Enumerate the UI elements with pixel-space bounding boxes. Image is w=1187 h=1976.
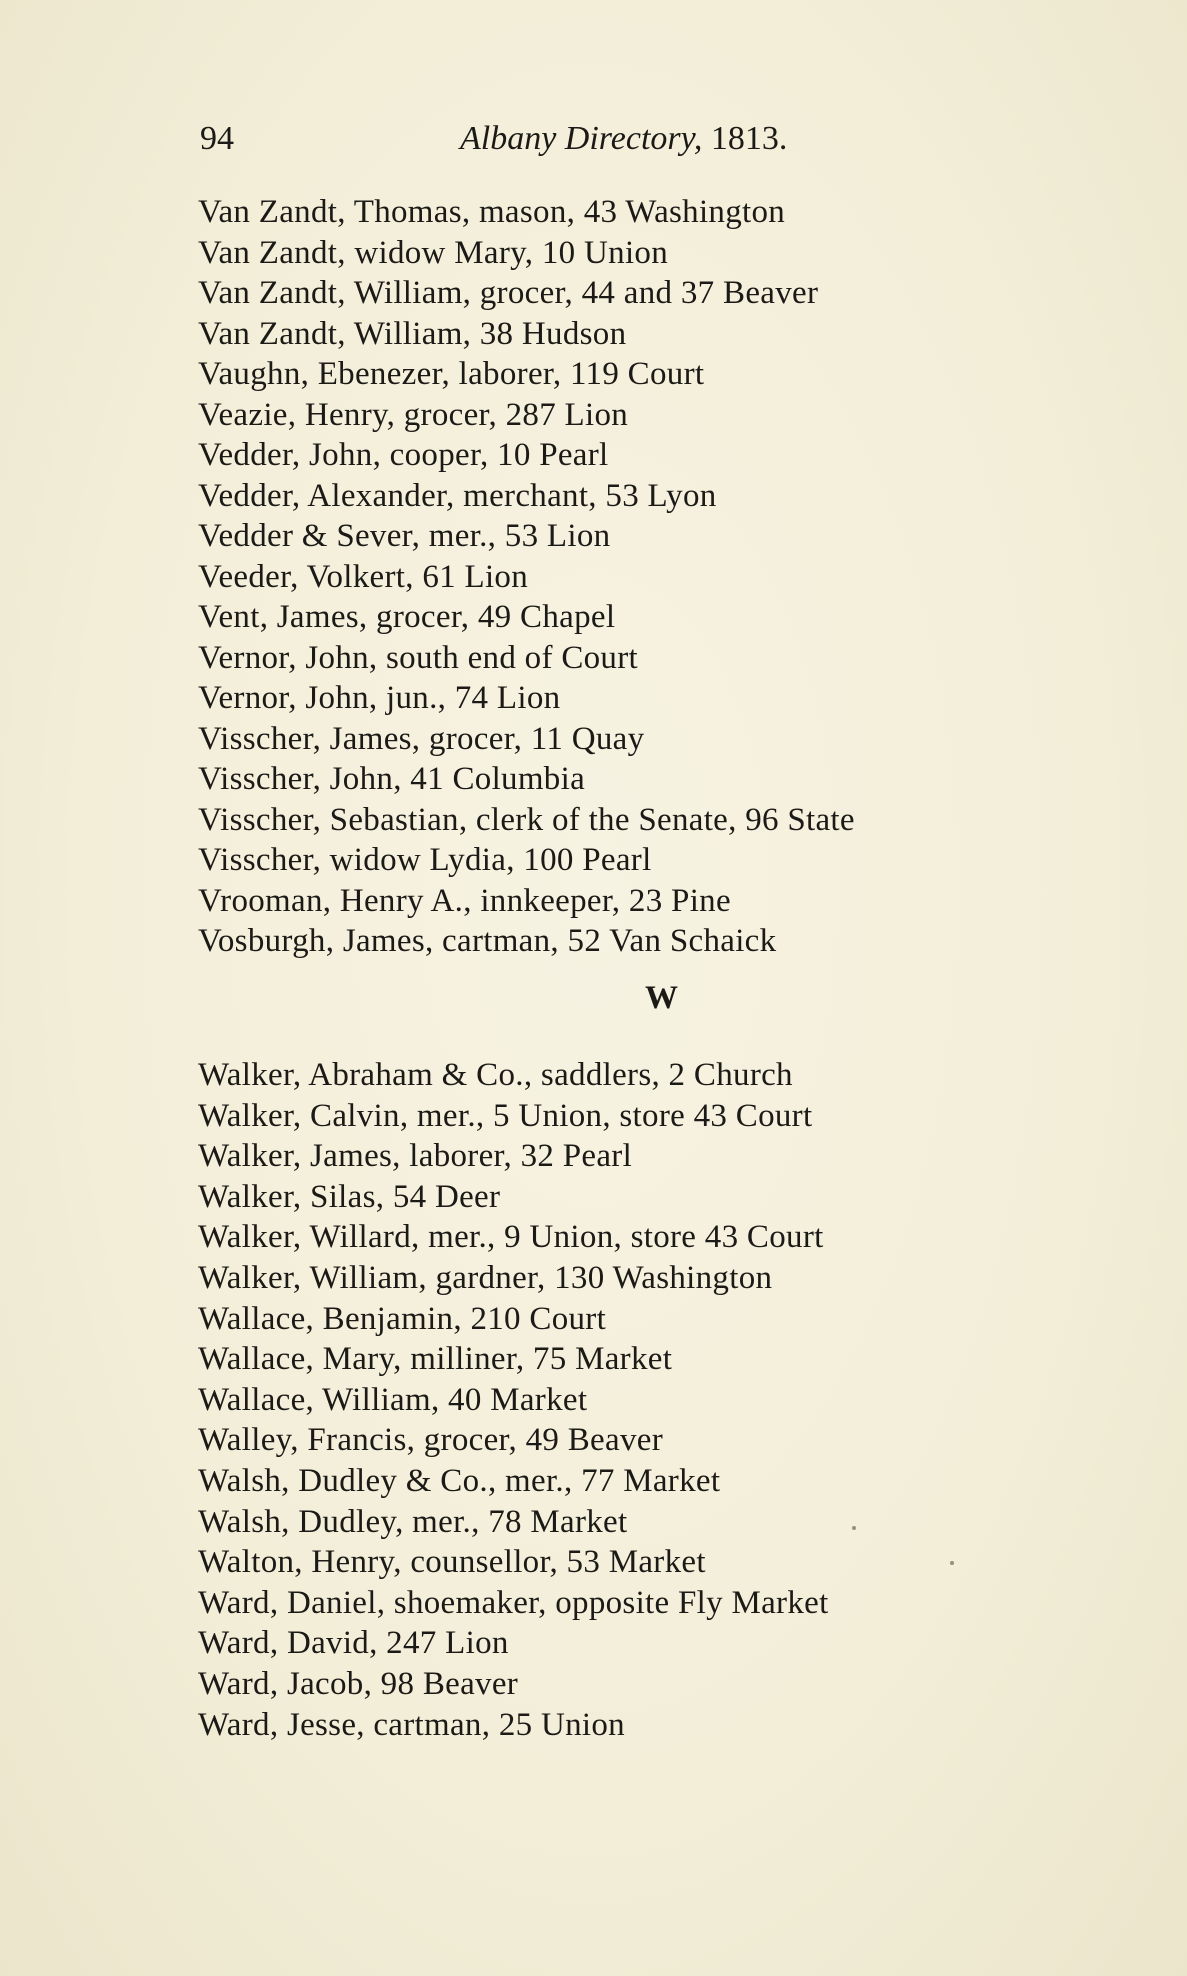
running-title: [460, 120, 787, 158]
directory-entry: Ward, Daniel, shoemaker, opposite Fly Market: [198, 1584, 829, 1621]
directory-entry: Walsh, Dudley, mer., 78 Market: [198, 1503, 628, 1540]
directory-entry: Visscher, John, 41 Columbia: [198, 761, 586, 797]
ink-speck: [950, 1561, 954, 1565]
directory-entry: Van Zandt, Thomas, mason, 43 Washington: [198, 194, 786, 230]
directory-entry: Vernor, John, south end of Court: [198, 639, 638, 676]
directory-entry: Vosburgh, James, cartman, 52 Van Schaick: [198, 923, 777, 959]
page-number: 94: [200, 120, 234, 157]
directory-entry: Walker, Calvin, mer., 5 Union, store 43 Court: [198, 1097, 813, 1134]
directory-entry: Vernor, John, jun., 74 Lion: [198, 680, 561, 716]
directory-entry: Walker, William, gardner, 130 Washington: [198, 1259, 773, 1296]
directory-entry: Vent, James, grocer, 49 Chapel: [198, 599, 616, 635]
directory-entry: Walker, James, laborer, 32 Pearl: [198, 1138, 633, 1175]
directory-entry: Visscher, Sebastian, clerk of the Senate, 96 State: [198, 801, 855, 838]
directory-entry: Wallace, William, 40 Market: [198, 1381, 588, 1418]
directory-entry: Van Zandt, William, grocer, 44 and 37 Beaver: [198, 275, 819, 311]
section-letter-heading: W: [645, 980, 678, 1016]
directory-entry: Visscher, James, grocer, 11 Quay: [198, 720, 645, 757]
directory-entry: Veazie, Henry, grocer, 287 Lion: [198, 396, 629, 433]
directory-entries-v: [198, 192, 1098, 962]
directory-entry: Walton, Henry, counsellor, 53 Market: [198, 1544, 706, 1581]
directory-entries-w: [198, 1055, 1098, 1745]
directory-entry: Vedder & Sever, mer., 53 Lion: [198, 518, 611, 554]
directory-entry: Ward, David, 247 Lion: [198, 1625, 509, 1662]
directory-entry: Van Zandt, widow Mary, 10 Union: [198, 234, 669, 271]
directory-entry: Walker, Abraham & Co., saddlers, 2 Church: [198, 1057, 793, 1093]
directory-entry: Ward, Jesse, cartman, 25 Union: [198, 1706, 625, 1743]
directory-entry: Walker, Silas, 54 Deer: [198, 1178, 501, 1215]
directory-entry: Walsh, Dudley & Co., mer., 77 Market: [198, 1462, 721, 1499]
directory-entry: Wallace, Mary, milliner, 75 Market: [198, 1341, 673, 1378]
running-title-year: 1813.: [710, 120, 788, 157]
directory-entry: Vrooman, Henry A., innkeeper, 23 Pine: [198, 882, 731, 919]
directory-entry: Veeder, Volkert, 61 Lion: [198, 558, 529, 595]
directory-entry: Vaughn, Ebenezer, laborer, 119 Court: [198, 356, 705, 392]
directory-entry: Walker, Willard, mer., 9 Union, store 43 Court: [198, 1219, 824, 1256]
directory-entry: Ward, Jacob, 98 Beaver: [198, 1665, 519, 1702]
running-title-text: Albany Directory,: [460, 120, 703, 157]
directory-entry: Vedder, Alexander, merchant, 53 Lyon: [198, 477, 717, 514]
directory-entry: Walley, Francis, grocer, 49 Beaver: [198, 1422, 663, 1459]
page-header: [200, 120, 880, 170]
ink-speck: [852, 1526, 856, 1530]
directory-entry: Visscher, widow Lydia, 100 Pearl: [198, 842, 652, 878]
directory-entry: Wallace, Benjamin, 210 Court: [198, 1300, 607, 1337]
directory-entry: Van Zandt, William, 38 Hudson: [198, 315, 627, 352]
directory-entry: Vedder, John, cooper, 10 Pearl: [198, 437, 609, 473]
